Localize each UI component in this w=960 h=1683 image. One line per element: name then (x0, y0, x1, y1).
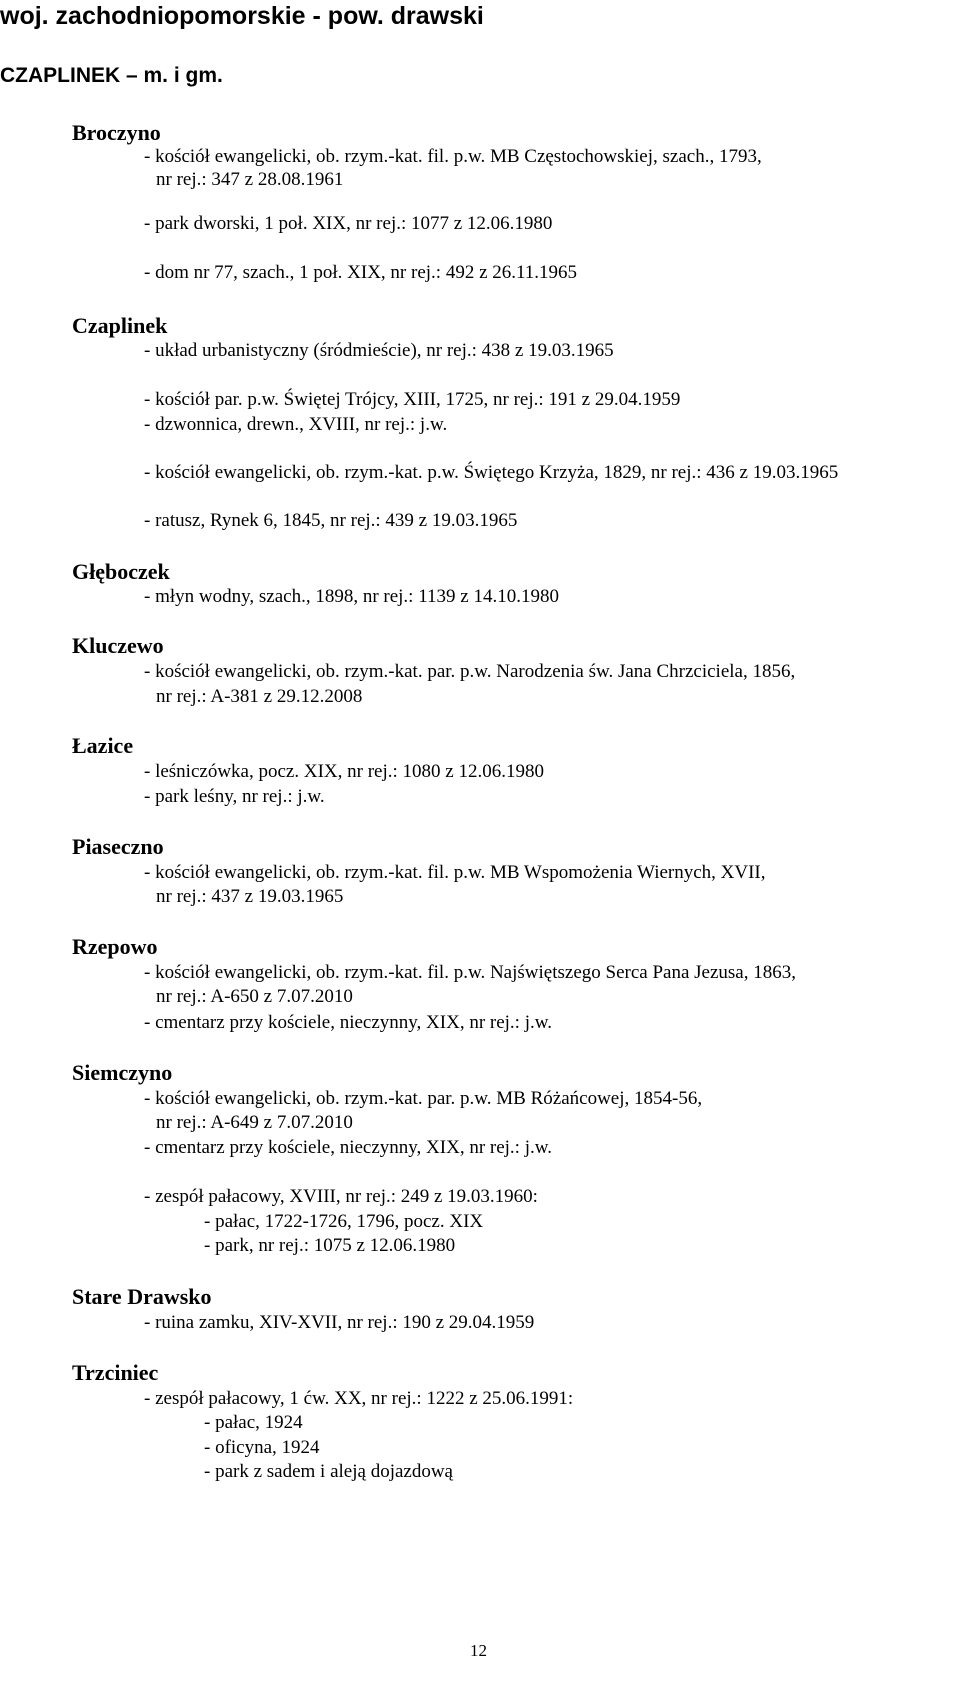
entry-line: - ruina zamku, XIV-XVII, nr rej.: 190 z 29.04.1959 (144, 1312, 535, 1333)
place-name: Stare Drawsko (72, 1284, 212, 1309)
entry-line: nr rej.: A-650 z 7.07.2010 (156, 986, 353, 1007)
entry-line: - cmentarz przy kościele, nieczynny, XIX, nr rej.: j.w. (144, 1012, 552, 1033)
entry-line: - park leśny, nr rej.: j.w. (144, 786, 325, 807)
entry-line: - kościół ewangelicki, ob. rzym.-kat. fil. p.w. MB Wspomożenia Wiernych, XVII, (144, 862, 766, 883)
entry-line: - leśniczówka, pocz. XIX, nr rej.: 1080 z 12.06.1980 (144, 761, 544, 782)
entry-line: - park, nr rej.: 1075 z 12.06.1980 (204, 1235, 456, 1256)
entry-line: nr rej.: A-649 z 7.07.2010 (156, 1112, 353, 1133)
municipality-heading: CZAPLINEK – m. i gm. (0, 64, 223, 87)
entry-line: - kościół par. p.w. Świętej Trójcy, XIII, 1725, nr rej.: 191 z 29.04.1959 (144, 389, 681, 410)
entry-line: - dom nr 77, szach., 1 poł. XIX, nr rej.: 492 z 26.11.1965 (144, 262, 578, 283)
entry-line: - zespół pałacowy, 1 ćw. XX, nr rej.: 1222 z 25.06.1991: (144, 1388, 574, 1409)
place-name: Broczyno (72, 120, 161, 145)
place-name: Siemczyno (72, 1060, 173, 1085)
entry-line: - park dworski, 1 poł. XIX, nr rej.: 1077 z 12.06.1980 (144, 213, 553, 234)
entry-line: - kościół ewangelicki, ob. rzym.-kat. fil. p.w. Najświętszego Serca Pana Jezusa, 1863, (144, 962, 796, 983)
page-number: 12 (470, 1641, 487, 1660)
place-name: Łazice (72, 733, 134, 758)
place-name: Głęboczek (72, 559, 170, 584)
entry-line: - pałac, 1924 (204, 1412, 303, 1433)
entry-line: - cmentarz przy kościele, nieczynny, XIX, nr rej.: j.w. (144, 1137, 552, 1158)
entry-line: - ratusz, Rynek 6, 1845, nr rej.: 439 z 19.03.1965 (144, 510, 518, 531)
entry-line: nr rej.: 347 z 28.08.1961 (156, 169, 344, 190)
place-name: Piaseczno (72, 834, 164, 859)
entry-line: - układ urbanistyczny (śródmieście), nr rej.: 438 z 19.03.1965 (144, 340, 614, 361)
entry-line: - kościół ewangelicki, ob. rzym.-kat. par. p.w. Narodzenia św. Jana Chrzciciela, 1856, (144, 661, 796, 682)
entry-line: - kościół ewangelicki, ob. rzym.-kat. fil. p.w. MB Częstochowskiej, szach., 1793, (144, 146, 762, 167)
entry-line: - zespół pałacowy, XVIII, nr rej.: 249 z 19.03.1960: (144, 1186, 538, 1207)
place-name: Czaplinek (72, 313, 168, 338)
entry-line: - kościół ewangelicki, ob. rzym.-kat. p.w. Świętego Krzyża, 1829, nr rej.: 436 z 19.03.1965 (144, 462, 839, 483)
entry-line: nr rej.: 437 z 19.03.1965 (156, 886, 344, 907)
entry-line: - oficyna, 1924 (204, 1437, 320, 1458)
entry-line: - pałac, 1722-1726, 1796, pocz. XIX (204, 1211, 484, 1232)
entry-line: - kościół ewangelicki, ob. rzym.-kat. par. p.w. MB Różańcowej, 1854-56, (144, 1088, 703, 1109)
entry-line: nr rej.: A-381 z 29.12.2008 (156, 686, 363, 707)
place-name: Kluczewo (72, 633, 164, 658)
place-name: Rzepowo (72, 934, 158, 959)
entry-line: - park z sadem i aleją dojazdową (204, 1461, 453, 1482)
entry-line: - dzwonnica, drewn., XVIII, nr rej.: j.w. (144, 414, 448, 435)
entry-line: - młyn wodny, szach., 1898, nr rej.: 1139 z 14.10.1980 (144, 586, 559, 607)
place-name: Trzciniec (72, 1360, 159, 1385)
page-heading: woj. zachodniopomorskie - pow. drawski (0, 2, 484, 30)
